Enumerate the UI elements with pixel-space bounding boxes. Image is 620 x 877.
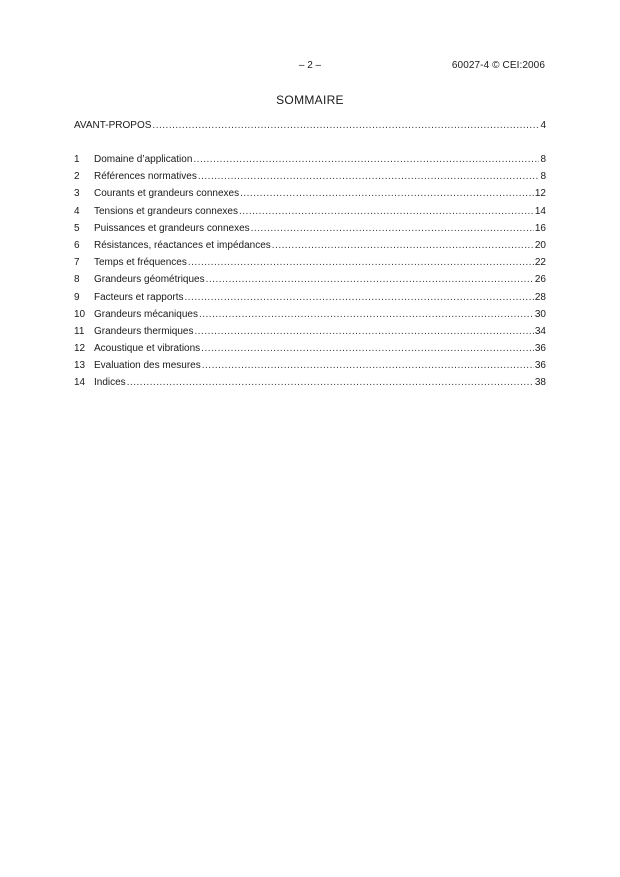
toc-entry-number: 3 <box>74 188 80 200</box>
toc-entry-number: 12 <box>74 343 86 355</box>
toc-entry-label: Références normatives <box>94 171 197 183</box>
document-reference: 60027-4 © CEI:2006 <box>451 60 545 71</box>
toc-entry-number: 13 <box>74 360 86 372</box>
toc-entry[interactable] <box>74 340 546 357</box>
toc-dot-leader <box>206 271 534 288</box>
toc-chapter-list <box>74 151 546 392</box>
toc-entry-number: 10 <box>74 308 86 320</box>
toc-dot-leader <box>198 168 540 185</box>
toc-entry-number: 6 <box>74 239 80 251</box>
toc-dot-leader <box>201 340 534 357</box>
toc-foreword <box>74 117 546 134</box>
toc-entry-page: 12 <box>534 188 546 200</box>
toc-dot-leader <box>184 289 533 306</box>
toc-entry-label: Temps et fréquences <box>94 257 187 269</box>
toc-entry-label: Grandeurs géométriques <box>94 274 205 286</box>
toc-entry-page: 30 <box>534 308 546 320</box>
toc-entry[interactable] <box>74 374 546 391</box>
toc-entry[interactable] <box>74 254 546 271</box>
toc-title: SOMMAIRE <box>276 93 344 107</box>
toc-entry[interactable] <box>74 220 546 237</box>
toc-entry-number: 2 <box>74 171 80 183</box>
toc-entry-page: 26 <box>534 274 546 286</box>
toc-entry-foreword[interactable] <box>74 117 546 134</box>
toc-entry[interactable] <box>74 203 546 220</box>
toc-dot-leader <box>152 117 539 134</box>
toc-dot-leader <box>272 237 534 254</box>
toc-dot-leader <box>239 203 534 220</box>
toc-entry-number: 1 <box>74 154 80 165</box>
toc-entry-label: Evaluation des mesures <box>94 360 201 372</box>
toc-entry-page: 20 <box>534 239 546 251</box>
toc-dot-leader <box>127 374 534 391</box>
toc-entry-number: 11 <box>74 325 85 337</box>
toc-entry-page: 34 <box>534 325 546 337</box>
toc-dot-leader <box>195 323 534 340</box>
toc-entry-number: 9 <box>74 291 80 303</box>
toc-entry[interactable] <box>74 237 546 254</box>
toc-entry-page: 28 <box>534 291 546 303</box>
toc-entry-label: Courants et grandeurs connexes <box>94 188 240 200</box>
toc-entry-number: 4 <box>74 205 80 217</box>
toc-entry-page: 36 <box>534 360 546 372</box>
toc-entry[interactable] <box>74 151 546 168</box>
toc-entry-page: 8 <box>540 171 546 183</box>
toc-entry[interactable] <box>74 289 546 306</box>
toc-entry-label: Grandeurs mécaniques <box>94 308 198 320</box>
toc-entry-number: 5 <box>74 222 80 234</box>
toc-entry-page: 14 <box>534 205 546 217</box>
toc-dot-leader <box>193 151 539 168</box>
toc-entry-page: 36 <box>534 343 546 355</box>
toc-entry-page: 16 <box>534 222 546 234</box>
toc-dot-leader <box>202 357 534 374</box>
toc-entry-number: 8 <box>74 274 80 286</box>
toc-entry-label: Tensions et grandeurs connexes <box>94 205 238 217</box>
toc-entry-label: Résistances, réactances et impédances <box>94 239 271 251</box>
toc-entry-number: 7 <box>74 257 80 269</box>
toc-entry-label: Puissances et grandeurs connexes <box>94 222 250 234</box>
toc-entry-page: 8 <box>540 154 546 165</box>
toc-dot-leader <box>240 185 534 202</box>
toc-entry-label: Grandeurs thermiques <box>94 325 194 337</box>
toc-entry-label: AVANT-PROPOS <box>74 120 152 131</box>
toc-entry[interactable] <box>74 271 546 288</box>
toc-entry[interactable] <box>74 306 546 323</box>
toc-entry[interactable] <box>74 323 546 340</box>
toc-entry[interactable] <box>74 185 546 202</box>
toc-entry-label: Acoustique et vibrations <box>94 343 201 355</box>
toc-dot-leader <box>199 306 534 323</box>
toc-entry-label: Domaine d’application <box>94 154 193 165</box>
toc-entry-label: Facteurs et rapports <box>94 291 184 303</box>
toc-entry-page: 38 <box>534 377 546 389</box>
toc-entry-page: 4 <box>540 120 546 131</box>
toc-entry[interactable] <box>74 357 546 374</box>
toc-dot-leader <box>188 254 534 271</box>
toc-entry-page: 22 <box>534 257 546 269</box>
toc-entry[interactable] <box>74 168 546 185</box>
toc-entry-label: Indices <box>94 377 126 389</box>
toc-dot-leader <box>251 220 534 237</box>
toc-entry-number: 14 <box>74 377 86 389</box>
page-number: – 2 – <box>298 60 322 71</box>
